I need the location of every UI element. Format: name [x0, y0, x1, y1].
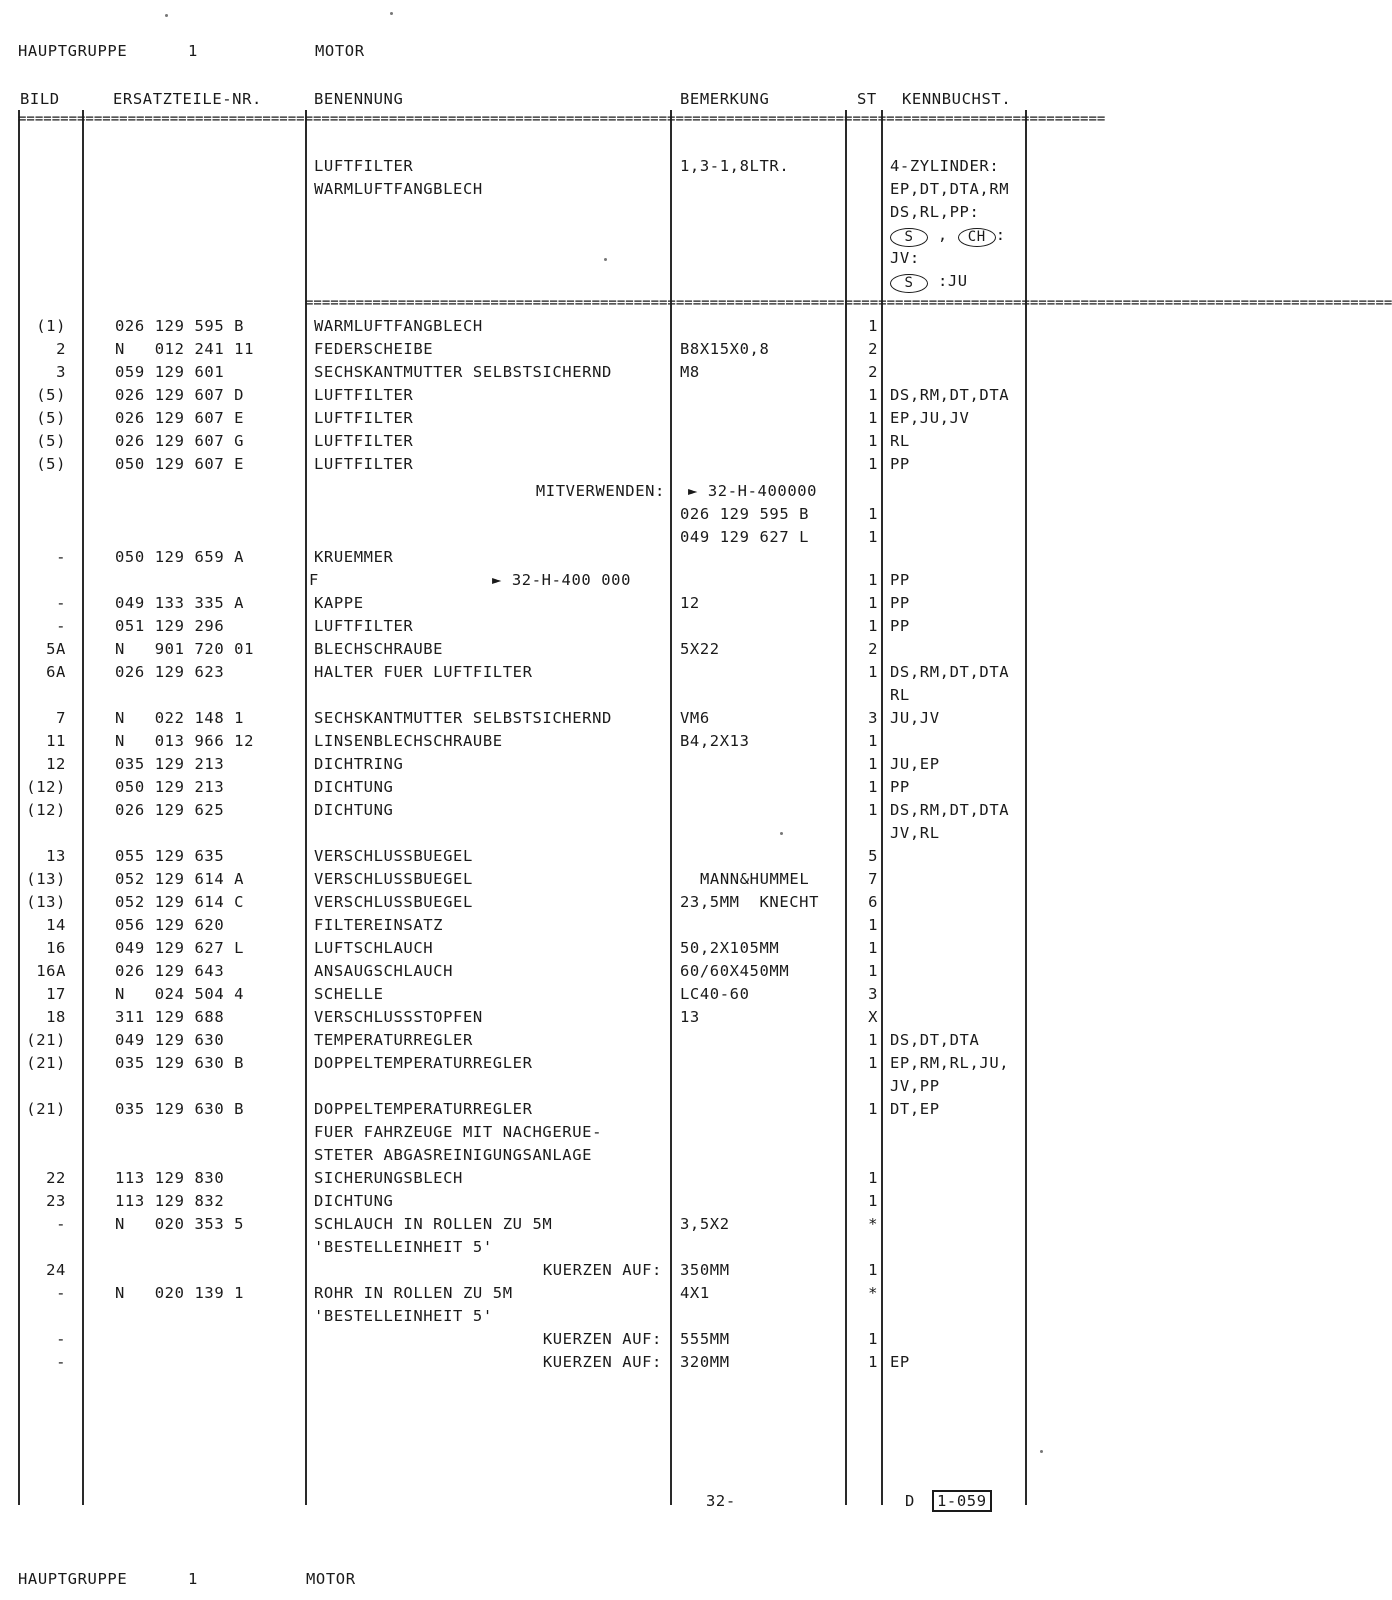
- cell-kennbuchst: EP,JU,JV: [890, 409, 970, 427]
- cell-bemerkung: 320MM: [680, 1353, 730, 1371]
- cell-st: 1: [868, 939, 878, 957]
- cell-kennbuchst: DS,DT,DTA: [890, 1031, 980, 1049]
- mitverwenden-part-1: 026 129 595 B: [680, 505, 810, 523]
- cell-kennbuchst: EP,RM,RL,JU,: [890, 1054, 1010, 1072]
- cell-st: *: [868, 1215, 878, 1233]
- cell-part-number: N 020 353 5: [115, 1215, 245, 1233]
- cell-benennung: HALTER FUER LUFTFILTER: [314, 663, 533, 681]
- cell-bemerkung: 23,5MM KNECHT: [680, 893, 820, 911]
- cell-bild: 23: [46, 1192, 66, 1210]
- cell-bild: (13): [26, 870, 66, 888]
- kuerzen-label: KUERZEN AUF:: [542, 1261, 662, 1279]
- kruemmer-kenn: PP: [890, 571, 910, 589]
- cell-st: 1: [868, 1100, 878, 1118]
- cell-part-number: 049 129 627 L: [115, 939, 245, 957]
- cell-benennung: KAPPE: [314, 594, 364, 612]
- col-header-ersatzteile: ERSATZTEILE-NR.: [113, 90, 262, 108]
- cell-bemerkung: 350MM: [680, 1261, 730, 1279]
- scan-speck: [780, 832, 783, 835]
- cell-st: 1: [868, 916, 878, 934]
- cell-bild: 14: [46, 916, 66, 934]
- mitverwenden-st-2: 1: [868, 528, 878, 546]
- cell-bild: -: [56, 1284, 66, 1302]
- cell-st: 1: [868, 1330, 878, 1348]
- bestelleinheit-note: 'BESTELLEINHEIT 5': [314, 1307, 493, 1325]
- cell-st: 1: [868, 594, 878, 612]
- cell-benennung: SCHELLE: [314, 985, 384, 1003]
- page-code-box: 1-059: [932, 1490, 992, 1512]
- cell-bemerkung: 5X22: [680, 640, 720, 658]
- cell-st: 1: [868, 732, 878, 750]
- column-rule: [82, 110, 84, 1505]
- cell-bemerkung: 3,5X2: [680, 1215, 730, 1233]
- intro-kenn-4: JV:: [890, 249, 920, 267]
- fuer-note-2: STETER ABGASREINIGUNGSANLAGE: [314, 1146, 593, 1164]
- intro-bemerkung: 1,3-1,8LTR.: [680, 157, 790, 175]
- col-header-bild: BILD: [20, 90, 60, 108]
- cell-bild: (5): [36, 455, 66, 473]
- cell-bemerkung: B8X15X0,8: [680, 340, 770, 358]
- cell-part-number: 311 129 688: [115, 1008, 225, 1026]
- separator-line: =================================================================================================================================: [305, 295, 1392, 311]
- country-badge-s: S: [890, 228, 928, 247]
- cell-bild: 18: [46, 1008, 66, 1026]
- next-hauptgruppe-label: HAUPTGRUPPE: [18, 1570, 128, 1588]
- col-header-st: ST: [857, 90, 877, 108]
- intro-kenn-2: EP,DT,DTA,RM: [890, 180, 1010, 198]
- cell-benennung: LINSENBLECHSCHRAUBE: [314, 732, 503, 750]
- col-header-kennbuchst: KENNBUCHST.: [902, 90, 1012, 108]
- cell-st: 1: [868, 317, 878, 335]
- cell-bild: (13): [26, 893, 66, 911]
- footer-d-label: D: [905, 1492, 915, 1510]
- cell-part-number: N 024 504 4: [115, 985, 245, 1003]
- mitverwenden-ref: ► 32-H-400000: [688, 482, 818, 500]
- cell-st: 1: [868, 663, 878, 681]
- cell-st: 1: [868, 778, 878, 796]
- cell-st: 1: [868, 1031, 878, 1049]
- mitverwenden-label: MITVERWENDEN:: [535, 482, 665, 500]
- cell-part-number: 026 129 595 B: [115, 317, 245, 335]
- cell-benennung: SECHSKANTMUTTER SELBSTSICHERND: [314, 709, 612, 727]
- intro-kenn-3: DS,RL,PP:: [890, 203, 980, 221]
- cell-kennbuchst: DT,EP: [890, 1100, 940, 1118]
- cell-benennung: VERSCHLUSSSTOPFEN: [314, 1008, 483, 1026]
- cell-benennung: TEMPERATURREGLER: [314, 1031, 473, 1049]
- cell-bild: 16: [46, 939, 66, 957]
- cell-part-number: 050 129 607 E: [115, 455, 245, 473]
- cell-bild: 11: [46, 732, 66, 750]
- cell-kennbuchst: RL: [890, 432, 910, 450]
- next-group-title: MOTOR: [306, 1570, 356, 1588]
- cell-st: 3: [868, 985, 878, 1003]
- cell-bild: 24: [46, 1261, 66, 1279]
- footer-page-ref: 32-: [706, 1492, 736, 1510]
- cell-kennbuchst: PP: [890, 778, 910, 796]
- hauptgruppe-number: 1: [188, 42, 198, 60]
- intro-line-1: LUFTFILTER: [314, 157, 414, 175]
- cell-benennung: DICHTUNG: [314, 778, 394, 796]
- cell-part-number: 026 129 607 G: [115, 432, 245, 450]
- cell-st: 1: [868, 617, 878, 635]
- country-badge-ch: CH: [958, 228, 996, 247]
- kenn-continuation: JV,RL: [890, 824, 940, 842]
- cell-part-number: 049 133 335 A: [115, 594, 245, 612]
- cell-part-number: 055 129 635: [115, 847, 225, 865]
- col-header-benennung: BENENNUNG: [314, 90, 404, 108]
- cell-benennung: DOPPELTEMPERATURREGLER: [314, 1100, 533, 1118]
- cell-bemerkung: 4X1: [680, 1284, 710, 1302]
- cell-bemerkung: B4,2X13: [680, 732, 750, 750]
- cell-benennung: ANSAUGSCHLAUCH: [314, 962, 454, 980]
- cell-kennbuchst: DS,RM,DT,DTA: [890, 801, 1010, 819]
- cell-kennbuchst: DS,RM,DT,DTA: [890, 386, 1010, 404]
- cell-st: 1: [868, 455, 878, 473]
- cell-part-number: N 012 241 11: [115, 340, 255, 358]
- cell-part-number: 026 129 623: [115, 663, 225, 681]
- kruemmer-st: 1: [868, 571, 878, 589]
- country-badge-s: S: [890, 274, 928, 293]
- cell-bild: 13: [46, 847, 66, 865]
- bestelleinheit-note: 'BESTELLEINHEIT 5': [314, 1238, 493, 1256]
- cell-bild: 2: [56, 340, 66, 358]
- cell-part-number: N 022 148 1: [115, 709, 245, 727]
- kruemmer-note-ref: ► 32-H-400 000: [492, 571, 632, 589]
- kenn-continuation: JV,PP: [890, 1077, 940, 1095]
- cell-benennung: LUFTFILTER: [314, 409, 414, 427]
- cell-part-number: 050 129 659 A: [115, 548, 245, 566]
- cell-bemerkung: 555MM: [680, 1330, 730, 1348]
- cell-bild: 6A: [46, 663, 66, 681]
- column-rule: [305, 110, 307, 1505]
- cell-st: 1: [868, 409, 878, 427]
- cell-part-number: 050 129 213: [115, 778, 225, 796]
- cell-bild: 5A: [46, 640, 66, 658]
- cell-part-number: 113 129 830: [115, 1169, 225, 1187]
- cell-bild: -: [56, 1215, 66, 1233]
- kuerzen-label: KUERZEN AUF:: [542, 1330, 662, 1348]
- cell-bemerkung: LC40-60: [680, 985, 750, 1003]
- cell-benennung: DICHTRING: [314, 755, 404, 773]
- cell-benennung: SICHERUNGSBLECH: [314, 1169, 463, 1187]
- cell-benennung: DICHTUNG: [314, 801, 394, 819]
- cell-part-number: 026 129 607 D: [115, 386, 245, 404]
- cell-st: 2: [868, 340, 878, 358]
- cell-benennung: BLECHSCHRAUBE: [314, 640, 444, 658]
- cell-benennung: LUFTFILTER: [314, 386, 414, 404]
- cell-benennung: WARMLUFTFANGBLECH: [314, 317, 483, 335]
- cell-bild: 3: [56, 363, 66, 381]
- cell-bild: (12): [26, 778, 66, 796]
- cell-benennung: SCHLAUCH IN ROLLEN ZU 5M: [314, 1215, 553, 1233]
- scan-speck: [1040, 1450, 1043, 1453]
- cell-kennbuchst: PP: [890, 617, 910, 635]
- hauptgruppe-label: HAUPTGRUPPE: [18, 42, 128, 60]
- cell-st: 3: [868, 709, 878, 727]
- cell-benennung: SECHSKANTMUTTER SELBSTSICHERND: [314, 363, 612, 381]
- column-rule: [881, 110, 883, 1505]
- cell-bemerkung: M8: [680, 363, 700, 381]
- cell-st: 6: [868, 893, 878, 911]
- intro-badge-ju: [890, 270, 968, 293]
- kruemmer-note-f: F: [309, 571, 319, 589]
- cell-st: 1: [868, 1169, 878, 1187]
- cell-bild: (5): [36, 409, 66, 427]
- cell-st: 2: [868, 363, 878, 381]
- cell-bild: -: [56, 548, 66, 566]
- cell-benennung: VERSCHLUSSBUEGEL: [314, 870, 473, 888]
- cell-benennung: LUFTSCHLAUCH: [314, 939, 434, 957]
- cell-bild: 22: [46, 1169, 66, 1187]
- cell-part-number: 113 129 832: [115, 1192, 225, 1210]
- cell-kennbuchst: JU,JV: [890, 709, 940, 727]
- next-hauptgruppe-number: 1: [188, 1570, 198, 1588]
- cell-st: 7: [868, 870, 878, 888]
- cell-st: X: [868, 1008, 878, 1026]
- cell-bild: -: [56, 1353, 66, 1371]
- cell-bild: (12): [26, 801, 66, 819]
- cell-st: 1: [868, 962, 878, 980]
- cell-part-number: 052 129 614 C: [115, 893, 245, 911]
- cell-bemerkung: VM6: [680, 709, 710, 727]
- cell-st: 1: [868, 801, 878, 819]
- cell-part-number: N 013 966 12: [115, 732, 255, 750]
- cell-st: 1: [868, 432, 878, 450]
- cell-benennung: DICHTUNG: [314, 1192, 394, 1210]
- intro-kenn-1: 4-ZYLINDER:: [890, 157, 1000, 175]
- cell-st: 1: [868, 755, 878, 773]
- group-title: MOTOR: [315, 42, 365, 60]
- cell-bild: 16A: [36, 962, 66, 980]
- cell-bild: (21): [26, 1054, 66, 1072]
- kenn-continuation: RL: [890, 686, 910, 704]
- cell-kennbuchst: PP: [890, 594, 910, 612]
- kuerzen-label: KUERZEN AUF:: [542, 1353, 662, 1371]
- fuer-note-1: FUER FAHRZEUGE MIT NACHGERUE-: [314, 1123, 603, 1141]
- column-rule: [1025, 110, 1027, 1505]
- cell-part-number: 051 129 296: [115, 617, 225, 635]
- cell-bemerkung: 60/60X450MM: [680, 962, 790, 980]
- cell-benennung: FEDERSCHEIBE: [314, 340, 434, 358]
- cell-bemerkung: MANN&HUMMEL: [700, 870, 810, 888]
- cell-kennbuchst: JU,EP: [890, 755, 940, 773]
- cell-bemerkung: 13: [680, 1008, 700, 1026]
- cell-st: 1: [868, 1261, 878, 1279]
- separator-line: =================================================================================================================================: [18, 111, 1106, 127]
- cell-st: 5: [868, 847, 878, 865]
- cell-part-number: 026 129 607 E: [115, 409, 245, 427]
- cell-benennung: LUFTFILTER: [314, 455, 414, 473]
- column-rule: [670, 110, 672, 1505]
- cell-bild: -: [56, 594, 66, 612]
- cell-bild: 12: [46, 755, 66, 773]
- cell-bild: (5): [36, 432, 66, 450]
- cell-kennbuchst: EP: [890, 1353, 910, 1371]
- cell-part-number: 059 129 601: [115, 363, 225, 381]
- cell-benennung: LUFTFILTER: [314, 617, 414, 635]
- cell-bild: -: [56, 617, 66, 635]
- cell-bild: 7: [56, 709, 66, 727]
- cell-benennung: VERSCHLUSSBUEGEL: [314, 893, 473, 911]
- cell-bild: (21): [26, 1031, 66, 1049]
- cell-bild: -: [56, 1330, 66, 1348]
- intro-line-2: WARMLUFTFANGBLECH: [314, 180, 483, 198]
- scan-speck: [604, 258, 607, 261]
- cell-bild: (5): [36, 386, 66, 404]
- cell-bild: 17: [46, 985, 66, 1003]
- cell-part-number: 052 129 614 A: [115, 870, 245, 888]
- cell-benennung: LUFTFILTER: [314, 432, 414, 450]
- badge-ju-text: :JU: [937, 272, 968, 290]
- cell-kennbuchst: PP: [890, 455, 910, 473]
- footer-page-code: [932, 1490, 992, 1513]
- cell-st: 2: [868, 640, 878, 658]
- cell-bemerkung: 50,2X105MM: [680, 939, 780, 957]
- cell-part-number: 035 129 630 B: [115, 1054, 245, 1072]
- cell-bild: (21): [26, 1100, 66, 1118]
- cell-st: 1: [868, 1054, 878, 1072]
- cell-bemerkung: 12: [680, 594, 700, 612]
- cell-part-number: 049 129 630: [115, 1031, 225, 1049]
- cell-part-number: 035 129 213: [115, 755, 225, 773]
- cell-benennung: ROHR IN ROLLEN ZU 5M: [314, 1284, 513, 1302]
- cell-kennbuchst: DS,RM,DT,DTA: [890, 663, 1010, 681]
- mitverwenden-part-2: 049 129 627 L: [680, 528, 810, 546]
- cell-st: 1: [868, 386, 878, 404]
- cell-bild: (1): [36, 317, 66, 335]
- cell-part-number: 026 129 625: [115, 801, 225, 819]
- cell-st: 1: [868, 1353, 878, 1371]
- cell-st: 1: [868, 1192, 878, 1210]
- cell-part-number: N 020 139 1: [115, 1284, 245, 1302]
- cell-st: *: [868, 1284, 878, 1302]
- cell-benennung: FILTEREINSATZ: [314, 916, 444, 934]
- cell-benennung: DOPPELTEMPERATURREGLER: [314, 1054, 533, 1072]
- cell-part-number: 026 129 643: [115, 962, 225, 980]
- mitverwenden-st-1: 1: [868, 505, 878, 523]
- col-header-bemerkung: BEMERKUNG: [680, 90, 770, 108]
- scan-speck: [390, 12, 393, 15]
- cell-benennung: KRUEMMER: [314, 548, 394, 566]
- cell-benennung: VERSCHLUSSBUEGEL: [314, 847, 473, 865]
- scan-speck: [165, 14, 168, 17]
- cell-part-number: 035 129 630 B: [115, 1100, 245, 1118]
- cell-part-number: N 901 720 01: [115, 640, 255, 658]
- intro-badges: S , CH :: [890, 224, 1006, 247]
- cell-part-number: 056 129 620: [115, 916, 225, 934]
